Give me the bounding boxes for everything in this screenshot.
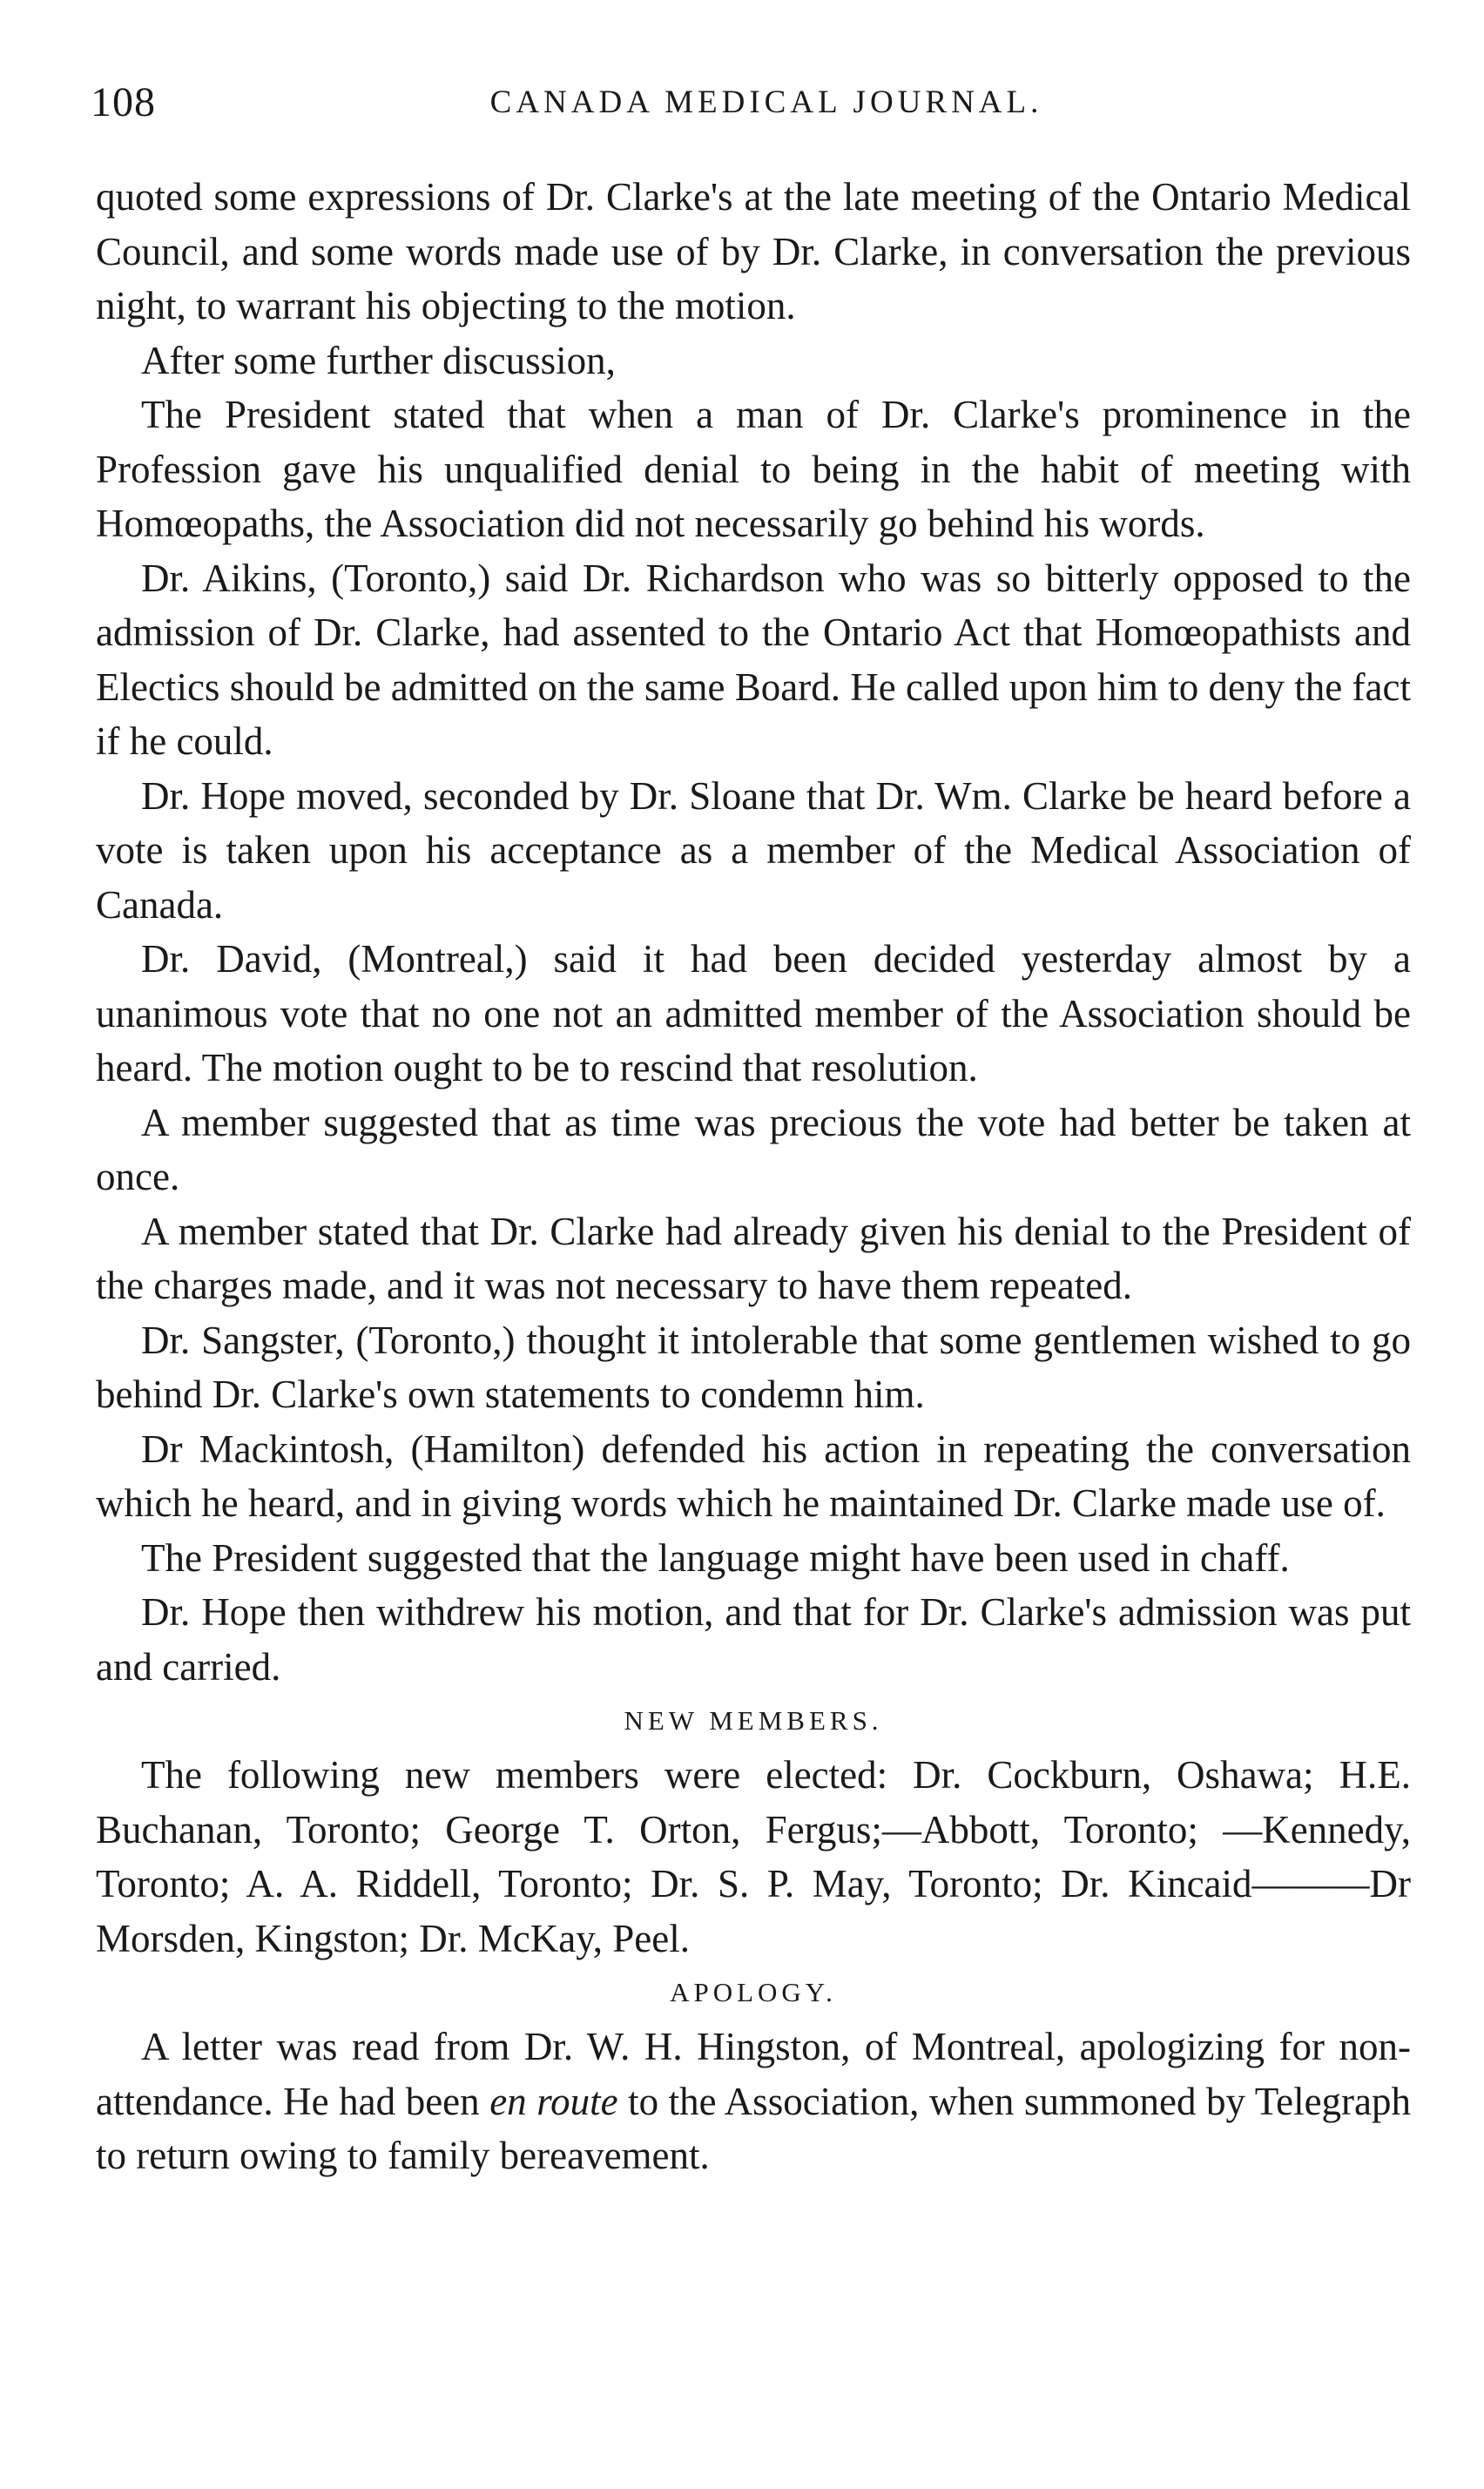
paragraph: The President stated that when a man of Dr. Clarke's prominence in the Profession gave his unqualified denial to being in the habit of meeting with Homœopaths, the Association did not necessarily go behind his words.	[96, 393, 1411, 545]
apology-text-end: to the Association, when summoned by Telegraph to return owing to family bereavement.	[96, 2079, 1411, 2177]
paragraph: Dr. Hope moved, seconded by Dr. Sloane that Dr. Wm. Clarke be heard before a vote is taken upon his acceptance as a member of the Medical Association of Canada.	[96, 773, 1411, 927]
page-number: 108	[91, 79, 156, 125]
paragraph: Dr. Aikins, (Toronto,) said Dr. Richardson who was so bitterly opposed to the admission of Dr. Clarke, had assented to the Ontario Act that Homœopathists and Electics should be admitted on the same Board. He called upon him to deny the fact if he could.	[96, 556, 1411, 763]
paragraph: Dr. David, (Montreal,) said it had been decided yesterday almost by a unanimous vote that no one not an admitted member of the Association should be heard. The motion ought to be to rescind that resolution.	[96, 937, 1411, 1089]
paragraph: A member stated that Dr. Clarke had already given his denial to the President of the charges made, and it was not necessary to have them repeated.	[96, 1209, 1411, 1307]
paragraph: After some further discussion,	[141, 338, 616, 382]
apology-heading: APOLOGY.	[670, 1977, 837, 2007]
paragraph: The President suggested that the language might have been used in chaff.	[141, 1535, 1290, 1580]
new-members-heading: NEW MEMBERS.	[624, 1705, 883, 1736]
paragraph: quoted some expressions of Dr. Clarke's at the late meeting of the Ontario Medical Council, and some words made use of by Dr. Clarke, in conversation the previous night, to warrant his objecting to the motion.	[96, 175, 1411, 327]
new-members-paragraph: The following new members were elected: Dr. Cockburn, Oshawa; H.E. Buchanan, Toronto; George T. Orton, Fergus;—Abbott, Toronto; —Kennedy, Toronto; A. A. Riddell, Toronto; Dr. S. P. May, Toronto; Dr. Kincaid———Dr Morsden, Kingston; Dr. McKay, Peel.	[96, 1753, 1411, 1960]
running-head: CANADA MEDICAL JOURNAL.	[489, 84, 1043, 120]
apology-text-start: A letter was read from Dr. W. H. Hingston, of Montreal, apologizing for non-attendance. He had been	[96, 2025, 1411, 2123]
page-header	[87, 78, 1420, 131]
paragraph: Dr. Hope then withdrew his motion, and that for Dr. Clarke's admission was put and carried.	[96, 1590, 1411, 1689]
paragraph: Dr Mackintosh, (Hamilton) defended his action in repeating the conversation which he heard, and in giving words which he maintained Dr. Clarke made use of.	[96, 1427, 1411, 1525]
apology-italic-phrase: en route	[489, 2079, 618, 2123]
paragraph: Dr. Sangster, (Toronto,) thought it intolerable that some gentlemen wished to go behind Dr. Clarke's own statements to condemn him.	[96, 1318, 1411, 1416]
apology-paragraph	[96, 2020, 1411, 2183]
article-body	[96, 170, 1411, 2183]
paragraph: A member suggested that as time was precious the vote had better be taken at once.	[96, 1100, 1411, 1198]
